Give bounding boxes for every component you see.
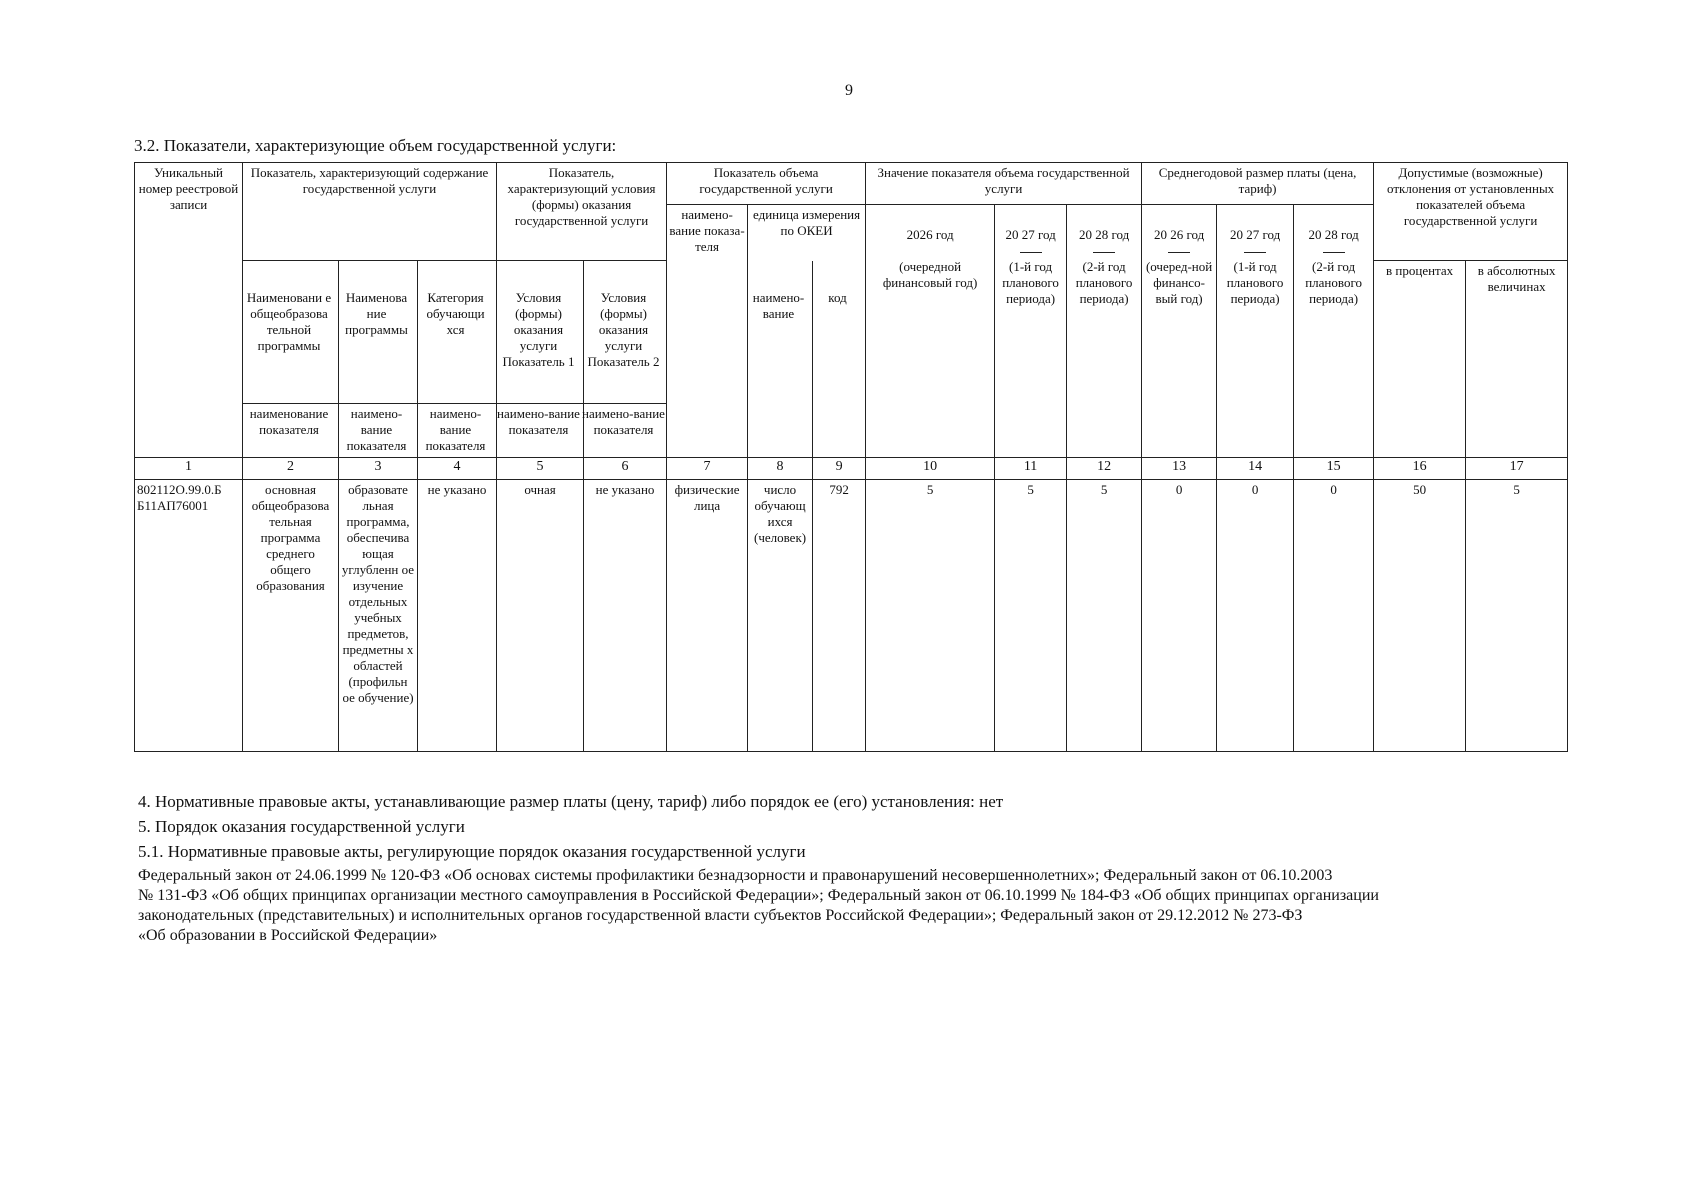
col-num: 16	[1374, 458, 1466, 480]
dash-line	[1020, 252, 1042, 253]
paragraph-4: 4. Нормативные правовые акты, устанавливающие размер платы (цену, тариф) либо порядок ее (его) установления: нет	[138, 792, 1004, 811]
label-unit-code: код	[828, 290, 847, 305]
cell-form: очная	[497, 480, 584, 752]
cell-registry-number: 802112О.99.0.Б Б11АП76001	[135, 480, 243, 752]
label-category: Категория обучающи хся	[426, 290, 485, 337]
header-unique-number: Уникальный номер реестровой записи	[135, 163, 243, 458]
label-unit-name: наимено-вание	[752, 290, 805, 321]
year-2026-label: 2026 год	[906, 227, 954, 242]
header-fee: Среднегодовой размер платы (цена, тариф)	[1142, 163, 1374, 205]
header-fee-2028	[1294, 205, 1374, 458]
cell-deviation-percent: 50	[1374, 480, 1466, 752]
year-2027-label: 20 27 год	[1005, 227, 1056, 242]
header-unit-code	[813, 261, 866, 458]
label-condition2: Условия (формы) оказания услуги Показатель 2	[587, 290, 660, 369]
col-num: 14	[1217, 458, 1294, 480]
cell-fee-2026: 0	[1142, 480, 1217, 752]
cell-volume-name: физические лица	[667, 480, 748, 752]
col-num: 1	[135, 458, 243, 480]
col-num: 12	[1067, 458, 1142, 480]
indicator-name-4: наимено-вание показателя	[497, 406, 580, 437]
header-unit-name	[748, 261, 813, 458]
year-2026-note: (очередной финансовый год)	[882, 259, 978, 290]
col-num: 15	[1294, 458, 1374, 480]
fee-2026-note: (очеред-ной финансо-вый год)	[1145, 259, 1213, 306]
header-fee-2026	[1142, 205, 1217, 458]
col-num: 13	[1142, 458, 1217, 480]
column-numbers-row	[135, 458, 1568, 480]
cell-deviation-absolute: 5	[1466, 480, 1568, 752]
label-program-type: Наименовани е общеобразова тельной программы	[246, 290, 332, 353]
indicator-name-5: наимено-вание показателя	[582, 406, 665, 437]
paragraph-5: 5. Порядок оказания государственной услуги	[138, 817, 465, 836]
dash-line	[1323, 252, 1345, 253]
header-percent: в процентах	[1374, 261, 1466, 458]
header-year-2027	[995, 205, 1067, 458]
col-num: 4	[418, 458, 497, 480]
year-2028-note: (2-й год планового периода)	[1075, 259, 1133, 306]
header-unit-okei: единица измерения по ОКЕИ	[748, 205, 866, 261]
col-num: 5	[497, 458, 584, 480]
col-num: 9	[813, 458, 866, 480]
col-num: 11	[995, 458, 1067, 480]
header-volume-indicator: Показатель объема государственной услуги	[667, 163, 866, 205]
fee-2028-label: 20 28 год	[1308, 227, 1359, 242]
cell-fee-2027: 0	[1217, 480, 1294, 752]
col-num: 6	[584, 458, 667, 480]
cell-value-2028: 5	[1067, 480, 1142, 752]
year-2028-label: 20 28 год	[1078, 227, 1130, 242]
cell-unit-name: число обучающ ихся (человек)	[748, 480, 813, 752]
law-line: законодательных (представительных) и исполнительных органов государственной власти субъектов Российской Федерации»; Федеральный закон от 29.12.2012 № 273-ФЗ	[138, 907, 1303, 924]
header-absolute: в абсолютных величинах	[1466, 261, 1568, 458]
indicator-separator	[242, 403, 666, 404]
dash-line	[1093, 252, 1115, 253]
header-volume-name: наимено-вание показа-теля	[667, 205, 748, 458]
dash-line	[1168, 252, 1190, 253]
label-condition1: Условия (формы) оказания услуги Показатель 1	[502, 290, 575, 369]
section-title: 3.2. Показатели, характеризующие объем государственной услуги:	[134, 136, 617, 155]
page-number: 9	[845, 82, 853, 99]
law-line: «Об образовании в Российской Федерации»	[138, 927, 438, 944]
indicator-name-3: наимено-вание показателя	[425, 406, 486, 453]
volume-indicators-table	[134, 162, 1568, 752]
header-value: Значение показателя объема государственной услуги	[866, 163, 1142, 205]
header-year-2026	[866, 205, 995, 458]
header-year-2028	[1067, 205, 1142, 458]
legal-acts-text	[138, 866, 1558, 946]
fee-2028-note: (2-й год планового периода)	[1305, 259, 1362, 306]
col-num: 3	[339, 458, 418, 480]
cell-value-2027: 5	[995, 480, 1067, 752]
table-row	[135, 480, 1568, 752]
label-program-name: Наименова ние программы	[345, 290, 408, 337]
col-num: 7	[667, 458, 748, 480]
cell-unit-code: 792	[813, 480, 866, 752]
dash-line	[1244, 252, 1266, 253]
header-conditions-indicator: Показатель, характеризующий условия (формы) оказания государственной услуги	[497, 163, 667, 261]
paragraph-5-1: 5.1. Нормативные правовые акты, регулирующие порядок оказания государственной услуги	[138, 842, 806, 861]
col-num: 2	[243, 458, 339, 480]
fee-2027-note: (1-й год планового периода)	[1226, 259, 1284, 306]
col-num: 10	[866, 458, 995, 480]
header-row-groups	[135, 163, 1568, 205]
header-content-indicator: Показатель, характеризующий содержание государственной услуги	[243, 163, 497, 261]
law-line: Федеральный закон от 24.06.1999 № 120-ФЗ «Об основах системы профилактики безнадзорности и правонарушений несовершеннолетних»; Федеральный закон от 06.10.2003	[138, 867, 1333, 884]
cell-category: не указано	[418, 480, 497, 752]
cell-program-name: образовате льная программа, обеспечива ющая углубленн ое изучение отдельных учебных предметов, предметны х областей (профильн ое обучение)	[339, 480, 418, 752]
col-num: 17	[1466, 458, 1568, 480]
indicator-name-1: наименование показателя	[249, 406, 329, 437]
cell-fee-2028: 0	[1294, 480, 1374, 752]
header-deviation: Допустимые (возможные) отклонения от установленных показателей объема государственной услуги	[1374, 163, 1568, 261]
header-fee-2027	[1217, 205, 1294, 458]
col-num: 8	[748, 458, 813, 480]
cell-value-2026: 5	[866, 480, 995, 752]
law-line: № 131-ФЗ «Об общих принципах организации местного самоуправления в Российской Федерации»; Федеральный закон от 06.10.1999 № 184-ФЗ «Об общих принципах организации	[138, 887, 1379, 904]
cell-program-type: основная общеобразова тельная программа среднего общего образования	[243, 480, 339, 752]
fee-2026-label: 20 26 год	[1153, 227, 1205, 242]
fee-2027-label: 20 27 год	[1229, 227, 1281, 242]
cell-condition2: не указано	[584, 480, 667, 752]
year-2027-note: (1-й год планового периода)	[1002, 259, 1059, 306]
indicator-name-2: наимено-вание показателя	[346, 406, 407, 453]
